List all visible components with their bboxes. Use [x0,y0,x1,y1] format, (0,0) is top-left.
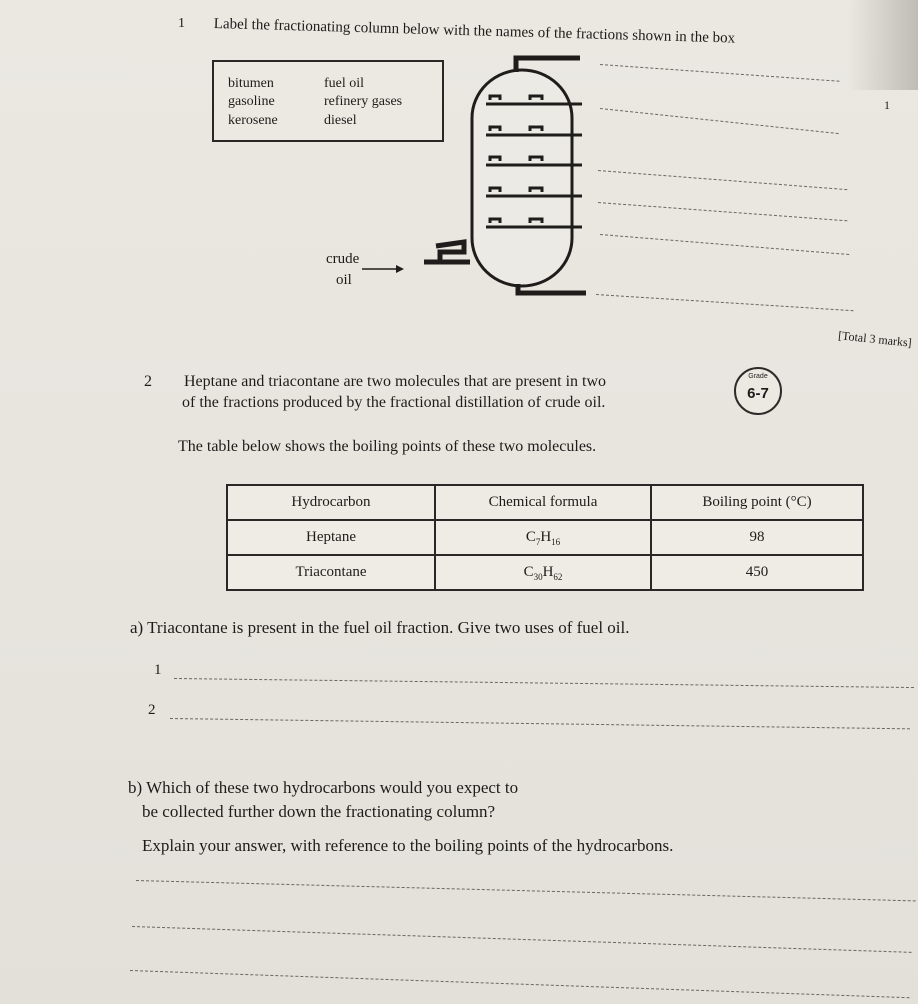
part-b-question-line-1: b) Which of these two hydrocarbons would you expect to [128,778,519,797]
fractionating-column-diagram [0,0,918,340]
part-a-answer-line-1[interactable] [174,678,914,688]
table-header-row [227,485,863,520]
part-b-answer-line-2[interactable] [132,926,912,953]
cell-boiling-point: 98 [651,520,863,555]
question-1-total: [Total 3 marks] [837,328,913,350]
grade-badge [734,367,782,415]
grade-label: Grade [748,373,768,380]
table-row [227,555,863,590]
part-a-question: a) Triacontane is present in the fuel oil fraction. Give two uses of fuel oil. [130,618,630,637]
question-1-number: 1 [178,16,185,31]
question-2-intro-line-2: of the fractions produced by the fractional distillation of crude oil. [182,394,606,411]
part-a-answer-number-1: 1 [154,662,162,678]
table-row [227,520,863,555]
cell-chemical-formula: $C_{30}H_{62}$ [435,555,651,590]
box-item-fuel-oil: fuel oil [324,76,365,91]
question-1-mark: 1 [884,98,890,112]
crude-oil-label-line-2: oil [336,272,352,288]
box-item-bitumen: bitumen [228,76,274,91]
box-item-kerosene: kerosene [228,113,278,128]
cell-boiling-point: 450 [651,555,863,590]
cell-chemical-formula: $C_7H_{16}$ [435,520,651,555]
header-chemical-formula: Chemical formula [435,485,651,520]
question-2-intro-line-1: Heptane and triacontane are two molecules that are present in two [184,373,607,390]
header-boiling-point: Boiling point (°C) [651,485,863,520]
grade-value: 6-7 [747,385,769,402]
part-a-answer-line-2[interactable] [170,718,910,729]
question-2-number: 2 [144,373,152,390]
part-b-answer-line-1[interactable] [136,880,916,901]
box-item-refinery-gases: refinery gases [324,94,403,109]
box-item-gasoline: gasoline [228,94,275,109]
part-b-answer-line-3[interactable] [130,970,910,998]
boiling-point-table [226,484,864,591]
header-hydrocarbon: Hydrocarbon [227,485,435,520]
part-a-answer-number-2: 2 [148,702,156,718]
question-1-instruction: Label the fractionating column below with the names of the fractions shown in the box [213,16,736,47]
box-item-diesel: diesel [324,113,357,128]
cell-hydrocarbon-name: Triacontane [227,555,435,590]
part-b-question-line-2: be collected further down the fractionating column? [142,802,496,821]
cell-hydrocarbon-name: Heptane [227,520,435,555]
crude-oil-label-line-1: crude [326,251,360,267]
table-intro: The table below shows the boiling points of these two molecules. [178,438,597,455]
part-b-question-line-3: Explain your answer, with reference to the boiling points of the hydrocarbons. [142,836,674,855]
